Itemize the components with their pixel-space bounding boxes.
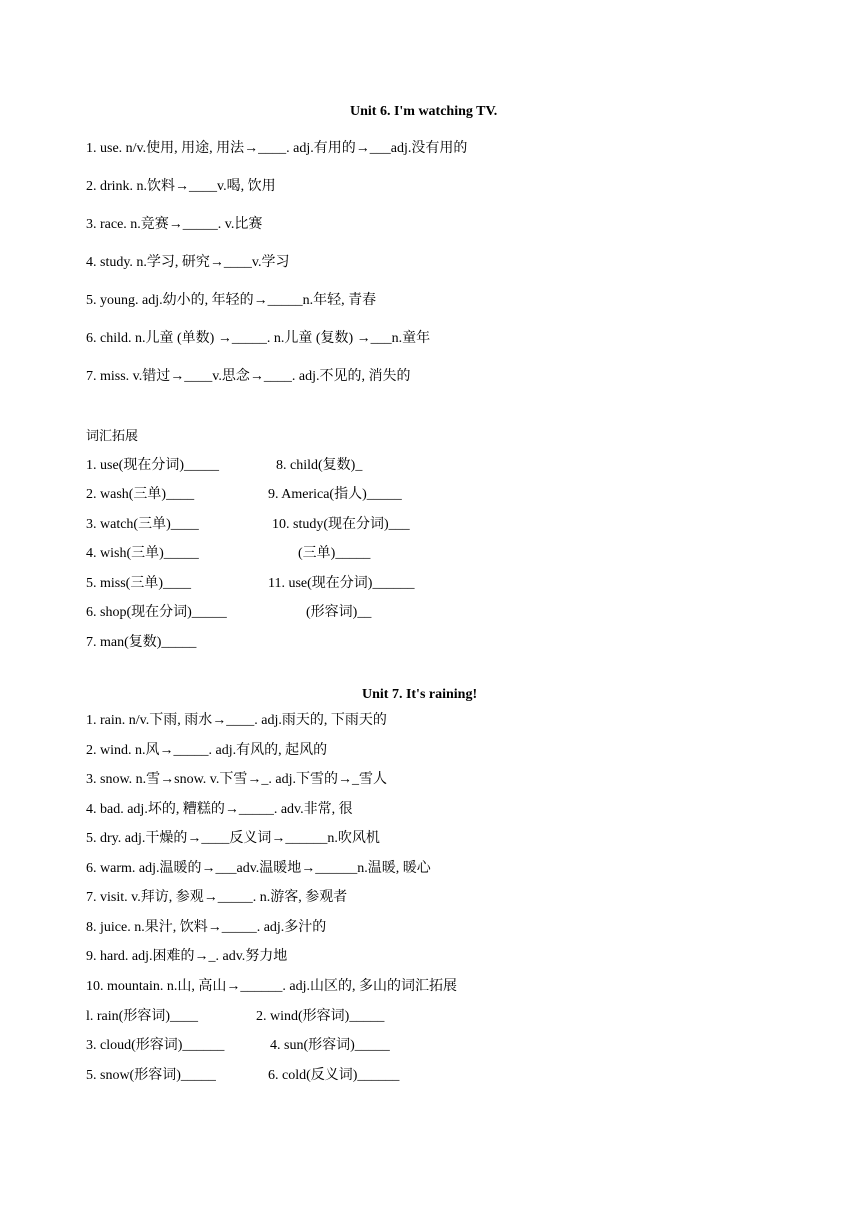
unit6-exp-left-7: 7. man(复数)_____ (86, 635, 197, 650)
unit7-exp-left-3: 3. cloud(形容词)______ (86, 1038, 225, 1053)
unit7-item-1: 1. rain. n/v.下雨, 雨水→____. adj.雨天的, 下雨天的 (86, 713, 387, 728)
unit6-exp-right-blank-2: (形容词)__ (306, 605, 372, 620)
unit7-item-2: 2. wind. n.风→_____. adj.有风的, 起风的 (86, 743, 328, 758)
unit6-exp-right-8: 8. child(复数)_ (276, 458, 363, 473)
unit6-item-6: 6. child. n.儿童 (单数) →_____. n.儿童 (复数) →___n.童年 (86, 331, 431, 346)
unit6-exp-right-11: 11. use(现在分词)______ (268, 576, 415, 591)
unit6-exp-left-4: 4. wish(三单)_____ (86, 546, 199, 561)
unit7-item-8: 8. juice. n.果汁, 饮料→_____. adj.多汁的 (86, 920, 327, 935)
unit6-exp-right-blank-1: (三单)_____ (298, 546, 371, 561)
unit6-item-3: 3. race. n.竞赛→_____. v.比赛 (86, 217, 263, 232)
unit7-exp-left-5: 5. snow(形容词)_____ (86, 1068, 216, 1083)
unit7-item-7: 7. visit. v.拜访, 参观→_____. n.游客, 参观者 (86, 890, 348, 905)
unit6-item-7: 7. miss. v.错过→____v.思念→____. adj.不见的, 消失的 (86, 369, 411, 384)
unit7-item-4: 4. bad. adj.坏的, 糟糕的→_____. adv.非常, 很 (86, 802, 353, 817)
unit6-exp-right-9: 9. America(指人)_____ (268, 487, 402, 502)
unit7-item-10: 10. mountain. n.山, 高山→______. adj.山区的, 多山的词汇拓展 (86, 979, 457, 994)
unit7-item-5: 5. dry. adj.干燥的→____反义词→______n.吹风机 (86, 831, 380, 846)
unit7-item-6: 6. warm. adj.温暖的→___adv.温暖地→______n.温暖, 暖心 (86, 861, 431, 876)
unit6-expansion-heading: 词汇拓展 (86, 429, 139, 444)
unit6-title: Unit 6. I'm watching TV. (350, 104, 498, 119)
unit7-exp-right-4: 4. sun(形容词)_____ (270, 1038, 390, 1053)
unit6-exp-left-3: 3. watch(三单)____ (86, 517, 199, 532)
unit6-item-5: 5. young. adj.幼小的, 年轻的→_____n.年轻, 青春 (86, 293, 377, 308)
unit6-exp-left-6: 6. shop(现在分词)_____ (86, 605, 227, 620)
unit7-title: Unit 7. It's raining! (362, 687, 478, 702)
unit6-exp-left-5: 5. miss(三单)____ (86, 576, 191, 591)
unit6-exp-left-1: 1. use(现在分词)_____ (86, 458, 219, 473)
unit7-exp-right-2: 2. wind(形容词)_____ (256, 1009, 385, 1024)
unit7-exp-left-1: l. rain(形容词)____ (86, 1009, 198, 1024)
unit6-item-2: 2. drink. n.饮料→____v.喝, 饮用 (86, 179, 276, 194)
unit6-item-4: 4. study. n.学习, 研究→____v.学习 (86, 255, 290, 270)
unit7-exp-right-6: 6. cold(反义词)______ (268, 1068, 400, 1083)
unit7-item-3: 3. snow. n.雪→snow. v.下雪→_. adj.下雪的→_雪人 (86, 772, 387, 787)
unit6-exp-left-2: 2. wash(三单)____ (86, 487, 195, 502)
unit6-exp-right-10: 10. study(现在分词)___ (272, 517, 410, 532)
unit7-item-9: 9. hard. adj.困难的→_. adv.努力地 (86, 949, 288, 964)
unit6-item-1: 1. use. n/v.使用, 用途, 用法→____. adj.有用的→___adj.没有用的 (86, 141, 468, 156)
